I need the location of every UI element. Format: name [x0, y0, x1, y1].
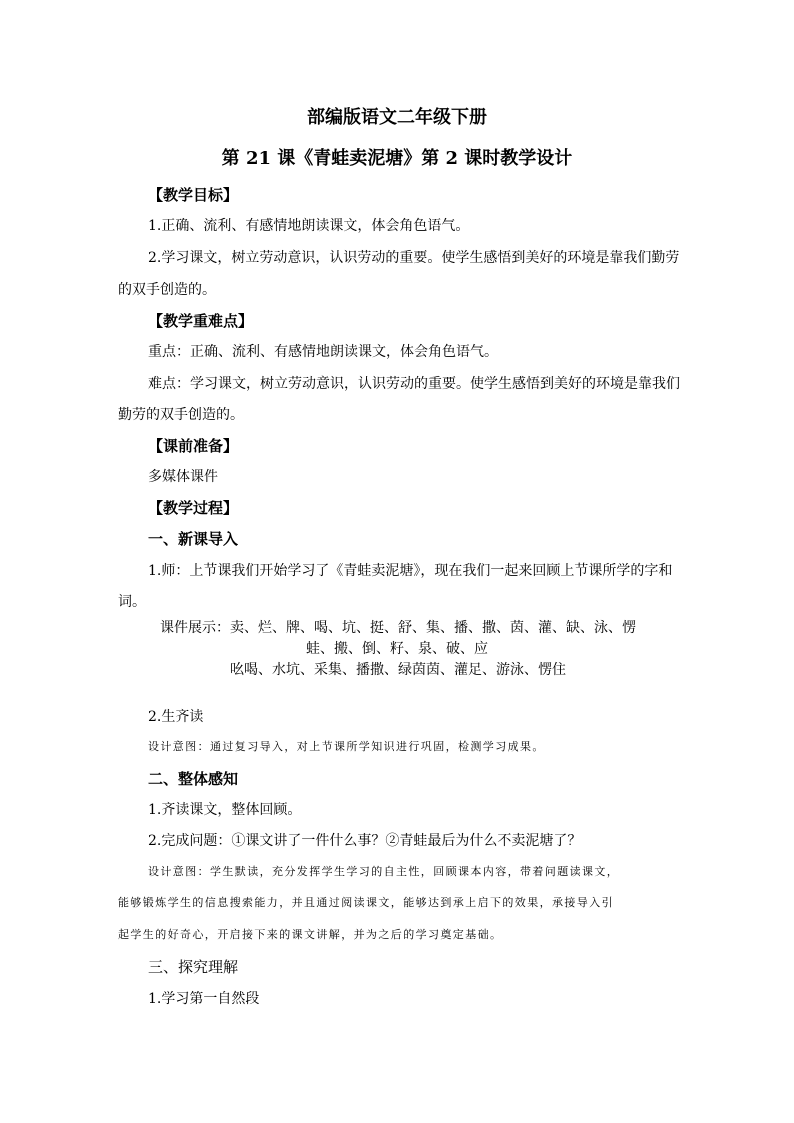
courseware-line-2: 蛙、搬、倒、籽、泉、破、应: [306, 641, 488, 657]
difficulty-line-1: 难点：学习课文，树立劳动意识，认识劳动的重要。使学生感悟到美好的环境是靠我们: [148, 376, 680, 392]
prep-heading: 【课前准备】: [148, 437, 239, 455]
objective-2-line-2: 的双手创造的。: [118, 282, 216, 298]
part-1-item-2: 2.生齐读: [148, 709, 204, 725]
part-2-design-intent-line-2: 能够锻炼学生的信息搜索能力，并且通过阅读课文，能够达到承上启下的效果，承接导入引: [118, 896, 614, 909]
lesson-title: 第 21 课《青蛙卖泥塘》第 2 课时教学设计: [221, 148, 573, 169]
part-1-item-1-line-1: 1.师：上节课我们开始学习了《青蛙卖泥塘》，现在我们一起来回顾上节课所学的字和: [148, 563, 673, 579]
part-2-design-intent-line-3: 起学生的好奇心，开启接下来的课文讲解，并为之后的学习奠定基础。: [118, 928, 503, 941]
courseware-line-1: 课件展示：卖、烂、牌、喝、坑、挺、舒、集、播、撒、茵、灌、缺、泳、愣: [160, 620, 636, 636]
difficulty-line-2: 勤劳的双手创造的。: [118, 407, 244, 423]
part-1-design-intent: 设计意图：通过复习导入，对上节课所学知识进行巩固，检测学习成果。: [148, 740, 545, 753]
keypoint-text: 重点：正确、流利、有感情地朗读课文，体会角色语气。: [148, 344, 498, 360]
part-1-item-1-line-2: 词。: [118, 594, 146, 610]
prep-text: 多媒体课件: [148, 469, 218, 485]
part-2-item-2: 2.完成问题：①课文讲了一件什么事？②青蛙最后为什么不卖泥塘了？: [148, 833, 582, 849]
objectives-heading: 【教学目标】: [148, 186, 239, 204]
part-1-heading: 一、新课导入: [148, 530, 239, 548]
objective-1: 1.正确、流利、有感情地朗读课文，体会角色语气。: [148, 218, 470, 234]
part-2-heading: 二、整体感知: [148, 770, 239, 788]
courseware-line-3: 吆喝、水坑、采集、播撒、绿茵茵、灌足、游泳、愣住: [230, 662, 566, 678]
document-title: 部编版语文二年级下册: [307, 107, 487, 128]
keypoints-heading: 【教学重难点】: [148, 312, 254, 330]
process-heading: 【教学过程】: [148, 499, 239, 517]
part-3-item-1: 1.学习第一自然段: [148, 991, 260, 1007]
part-2-design-intent-line-1: 设计意图：学生默读，充分发挥学生学习的自主性，回顾课本内容，带着问题读课文，: [148, 865, 620, 878]
part-3-heading: 三、探究理解: [148, 958, 239, 976]
objective-2-line-1: 2.学习课文，树立劳动意识，认识劳动的重要。使学生感悟到美好的环境是靠我们勤劳: [148, 250, 680, 266]
part-2-item-1: 1.齐读课文，整体回顾。: [148, 802, 302, 818]
